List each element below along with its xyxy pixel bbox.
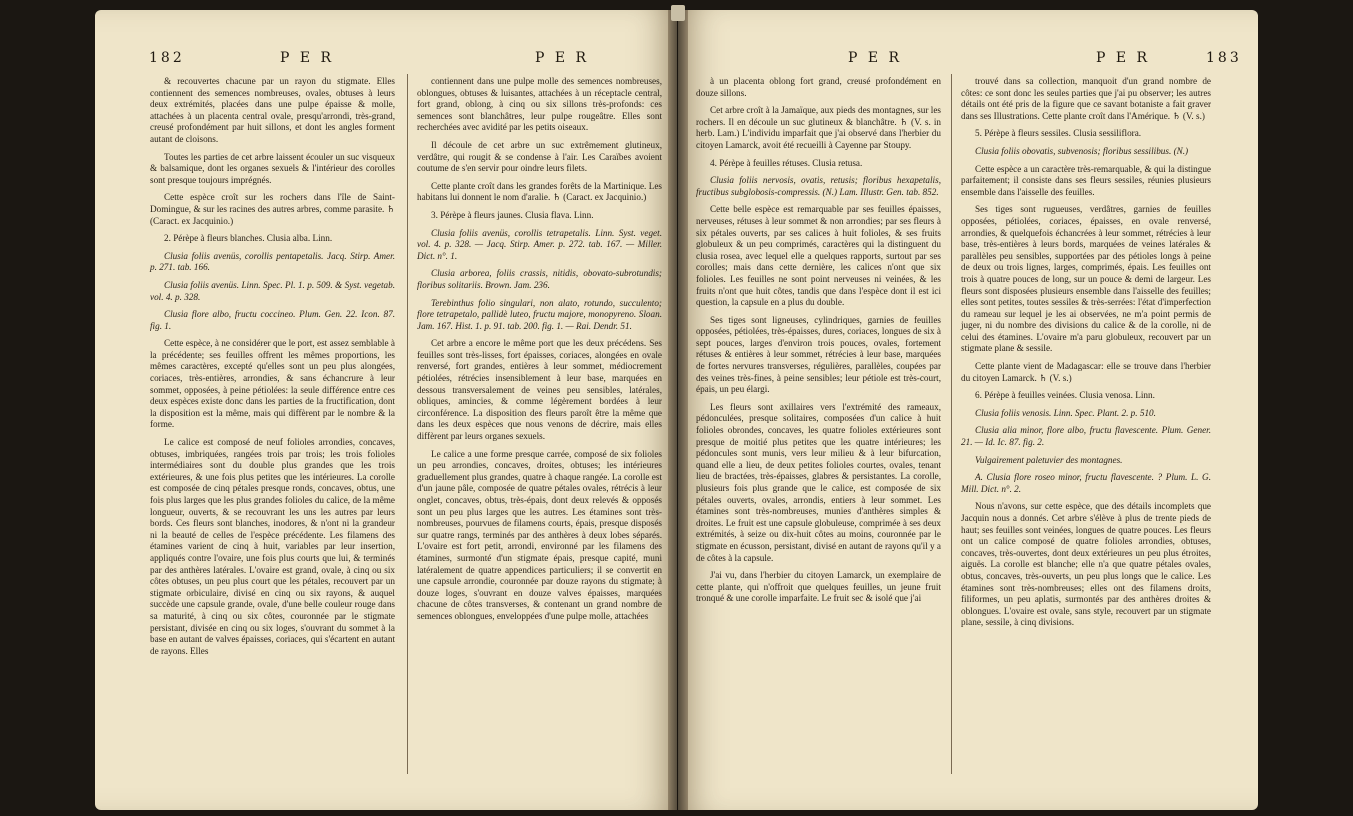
- left-page-header-left: P E R: [280, 50, 335, 66]
- paragraph: 4. Pérèpe à feuilles rétuses. Clusia retusa.: [710, 157, 863, 168]
- right-page-number: 183: [1206, 50, 1242, 66]
- paragraph: A. Clusia flore roseo minor, fructu flavescente. ? Plum. L. G. Mill. Dict. n°. 2.: [961, 472, 1211, 494]
- left-page-column-2: [417, 76, 662, 629]
- paragraph: Clusia foliis nervosis, ovatis, retusis; floribus hexapetalis, fructibus subglobosis-compressis. (N.) Lam. Illustr. Gen. tab. 852.: [696, 175, 941, 197]
- paragraph: Cette plante croît dans les grandes forêts de la Martinique. Les habitans lui donnent le nom d'aralie. ♄ (Caract. ex Jacquinio.): [417, 180, 662, 203]
- paragraph: Clusia alia minor, flore albo, fructu flavescente. Plum. Gener. 21. — Id. Ic. 87. fig. 2.: [961, 425, 1211, 448]
- paragraph: 2. Pérèpe à fleurs blanches. Clusia alba. Linn.: [164, 233, 333, 244]
- paragraph: Ses tiges sont ligneuses, cylindriques, garnies de feuilles opposées, pétiolées, très-épaisses, dures, coriaces, longues de six à sept pouces, larges d'environ trois pouces, ovales, fortement rétuses & entières à leur sommet, rétrécies à leur base, marquées de fortes nervures transverses, régulières, parallèles, coupées par des veines très-fines, à peine sensibles; leur pétiole est très-court, épais, un peu élargi.: [696, 314, 941, 395]
- right-page-column-rule: [951, 74, 952, 774]
- left-page-header-right: P E R: [535, 50, 590, 66]
- right-page-column-2: [961, 76, 1211, 635]
- paragraph: Il découle de cet arbre un suc extrêmement glutineux, verdâtre, qui rougit & se condense à l'air. Les Caraïbes avoient coutume de s'en servir pour oindre leurs filets.: [417, 139, 662, 174]
- paragraph: Toutes les parties de cet arbre laissent écouler un suc visqueux & balsamique, dont les organes sexuels & l'intérieur des corolles sont presque toujours imprégnés.: [150, 151, 395, 185]
- paragraph: trouvé dans sa collection, manquoit d'un grand nombre de côtes: ce sont donc les seules parties que j'ai pu observer; les autres détails ont été pris de la figure que ce savant botaniste a fait graver dans ses Illustrations. Cette plante croît dans l'Amérique. ♄ (V. s.): [961, 76, 1211, 121]
- paragraph: Clusia foliis avenüs, corollis pentapetalis. Jacq. Stirp. Amer. p. 271. tab. 166.: [150, 250, 395, 273]
- paragraph: Cet arbre croît à la Jamaïque, aux pieds des montagnes, sur les rochers. Il en découle un suc glutineux & blanchâtre. ♄ (V. s. in herb. Lam.) L'individu imparfait que j'ai observé dans l'herbier du citoyen Lamarck, avoit été recueilli à Cayenne par Stoupy.: [696, 105, 941, 150]
- paragraph: contiennent dans une pulpe molle des semences nombreuses, oblongues, obtuses & luisantes, attachées à un réceptacle central, fort grand, oblong, à cinq ou six sillons très-profonds: ces semences sont blanchâtres, leur pulpe rougeâtre. Elles sont recherchées avec avidité par les petits oiseaux.: [417, 76, 662, 133]
- paragraph: Le calice est composé de neuf folioles arrondies, concaves, obtuses, imbriquées, rangées trois par trois; les trois folioles intermédiaires sont du double plus grandes que les trois extérieures, & une fois plus petites que les intérieures. La corolle est composée de cinq pétales presque ronds, concaves, obtus, une fois plus larges que les plus grandes folioles du calice, de la même longueur, ouverts, & se recouvrant les uns les autres par leurs bords. Ces fleurs sont blanches, inodores, & n'ont ni la grandeur ni la beauté de celles de l'espèce précédente. Les filamens des étamines varient de cinq à huit, variables par leur insertion, appliqués contre l'ovaire, une fois plus courts que lui, & terminés par des anthères latérales. L'ovaire est grand, ovale, à cinq ou six côtes obtuses, un peu plus court que les pétales, recouvert par un stigmate orbiculaire, divisé en cinq ou six rayons, & auquel succède une capsule grande, ovale, d'une belle couleur rouge dans sa maturité, à cinq ou six côtes, couronnée par le stigmate persistant, divisée en cinq ou six loges, s'ouvrant du sommet à la base en autant de valves épaisses, coriaces, qui s'écartent en autant de rayons. Elles: [150, 437, 395, 656]
- left-page-column-rule: [407, 74, 408, 774]
- paragraph: Cette espèce a un caractère très-remarquable, & qui la distingue parfaitement; il consiste dans ses fleurs sessiles, réunies plusieurs ensemble dans l'aisselle des feuilles.: [961, 163, 1211, 197]
- paragraph: Vulgairement paletuvier des montagnes.: [975, 454, 1123, 465]
- paragraph: Clusia arborea, foliis crassis, nitidis, obovato-subrotundis; floribus solitariis. Brown. Jam. 236.: [417, 268, 662, 290]
- paragraph: Cette plante vient de Madagascar: elle se trouve dans l'herbier du citoyen Lamarck. ♄ (V. s.): [961, 361, 1211, 383]
- paragraph: Clusia flore albo, fructu coccineo. Plum. Gen. 22. Icon. 87. fig. 1.: [150, 309, 395, 331]
- paragraph: Cette espèce, à ne considérer que le port, est assez semblable à la précédente; ses feuilles offrent les mêmes proportions, les mêmes caractères, excepté qu'elles sont un peu plus alongées, coriaces, très-entières, arrondies, & sans échancrure à leur sommet, opposées, à peine pétiolées: la seule différence entre ces deux espèces existe donc dans les parties de la fructification, dont la disposition est la même, mais qui diffèrent par le nombre & la forme.: [150, 338, 395, 430]
- right-page: [678, 10, 1258, 810]
- paragraph: à un placenta oblong fort grand, creusé profondément en douze sillons.: [696, 76, 941, 98]
- left-page: [95, 10, 677, 810]
- left-page-number: 182: [149, 50, 185, 66]
- right-page-header-left: P E R: [848, 50, 903, 66]
- right-page-column-1: [696, 76, 941, 611]
- paragraph: 3. Pérèpe à fleurs jaunes. Clusia flava. Linn.: [431, 209, 594, 220]
- paragraph: Clusia foliis venosis. Linn. Spec. Plant. 2. p. 510.: [975, 407, 1156, 418]
- left-page-column-1: [150, 76, 395, 663]
- paragraph: Clusia foliis obovatis, subvenosis; floribus sessilibus. (N.): [975, 145, 1189, 156]
- paragraph: Clusia foliis avenüs, corollis tetrapetalis. Linn. Syst. veget. vol. 4. p. 328. — Jacq. Stirp. Amer. p. 272. tab. 167. — Miller. Dict. n°. 1.: [417, 227, 662, 261]
- book-clasp: [671, 5, 685, 21]
- paragraph: Ses tiges sont rugueuses, verdâtres, garnies de feuilles opposées, pétiolées, coriaces, épaisses, en ovale renversé, arrondies, & quelquefois échancrées à leur sommet, rétrécies à leur base, très-entières à leurs bords, marquées de veines latérales & parallèles peu sensibles, supportées par des pétioles longs à peine de deux ou trois lignes, larges, comprimés, épais. Les feuilles ont trois à quatre pouces de long, sur un pouce & demi de largeur. Les fleurs sont disposées plusieurs ensemble dans l'aisselle des feuilles; elles sont petites, toutes sessiles & très-serrées: l'état d'imperfection du rameau sur lequel je les ai observées, ne m'a point permis de juger, ni du nombre des divisions du calice & de la corolle, ni de celui des étamines. L'ovaire m'a paru globuleux, recouvert par un stigmate plane & sessile.: [961, 204, 1211, 354]
- paragraph: 5. Pérèpe à fleurs sessiles. Clusia sessiliflora.: [975, 128, 1142, 139]
- paragraph: Le calice a une forme presque carrée, composé de six folioles un peu arrondies, concaves, droites, obtuses; les intérieures graduellement plus grandes, quatre à chaque rangée. La corolle est d'un jaune pâle, composée de quatre pétales ovales, rétrécis à leur onglet, concaves, obtus, très-épais, dont deux relevés & opposés sont un peu plus larges que les autres. Les étamines sont très-nombreuses, pourvues de filamens courts, épais, presque disposés sur quatre rangs, terminés par des anthères à deux lobes séparés. L'ovaire est fort petit, arrondi, environné par les filamens des étamines, surmonté d'un stigmate épais, presque capité, muni latéralement de quatre appendices particuliers; il se convertit en une capsule arrondie, couronnée par douze rayons du stigmate; à douze loges, s'ouvrant en douze valves épaisses, marquées chacune de côtes transverses, & contenant un grand nombre de semences oblongues, enveloppées d'une pulpe molle, attachées: [417, 448, 662, 621]
- paragraph: J'ai vu, dans l'herbier du citoyen Lamarck, un exemplaire de cette plante, qui n'offroit que quelques feuilles, un jeune fruit tronqué & une corolle imparfaite. Le fruit sec & isolé que j'ai: [696, 570, 941, 604]
- book-gutter: [668, 10, 688, 810]
- paragraph: Terebinthus folio singulari, non alato, rotundo, succulento; flore tetrapetalo, pallidè luteo, fructu majore, monopyreno. Sloan. Jam. 167. Hist. 1. p. 91. tab. 200. fig. 1. — Rai. Dendr. 51.: [417, 297, 662, 331]
- paragraph: Clusia foliis avenüs. Linn. Spec. Pl. 1. p. 509. & Syst. vegetab. vol. 4. p. 328.: [150, 279, 395, 302]
- paragraph: & recouvertes chacune par un rayon du stigmate. Elles contiennent des semences nombreuses, ovales, obtuses à leurs deux extrémités, placées dans une pulpe épaisse & molle, attachées à un placenta central ovale, presqu'arrondi, très-grand, creusé profondément par huit sillons, et dont les angles forment autant de cloisons.: [150, 76, 395, 144]
- paragraph: Cet arbre a encore le même port que les deux précédens. Ses feuilles sont très-lisses, fort épaisses, coriaces, alongées en ovale renversé, fort grandes, entières à leur sommet, médiocrement pétiolées, rétrécies insensiblement à leur base, marquées en dessous transversalement de veines peu sensibles, latérales, obliques, amincies, & comme légèrement bordées à leur circonférence. La disposition des fleurs paroît être la même que dans les deux espèces que nous venons de décrire, mais elles diffèrent par leurs organes sexuels.: [417, 338, 662, 442]
- paragraph: Les fleurs sont axillaires vers l'extrémité des rameaux, pédonculées, presque solitaires, composées d'un calice à huit folioles obrondes, concaves, les quatre folioles extérieures sont presque de moitié plus petites que les quatre intérieures; les pédoncules sont munis, vers leur milieu & à leur bifurcation, quand elle a lieu, de deux petites folioles courtes, ovales, tenant lieu de bractées, très-épaisses, glabres & persistantes. La corolle, plusieurs fois plus grande que le calice, est composée de six pétales ouverts, ovales, arrondis, entiers à leur sommet. Les étamines sont très-nombreuses, munies d'anthères simples & droites. Le fruit est une capsule globuleuse, comprimée à ses deux extrémités, à seize ou dix-huit côtes au moins, couronnée par le stigmate en écusson, persistant, divisé en autant de rayons qu'il y a de côtes à la capsule.: [696, 401, 941, 563]
- paragraph: Cette espèce croît sur les rochers dans l'île de Saint-Domingue, & sur les racines des autres arbres, comme parasite. ♄ (Caract. ex Jacquinio.): [150, 192, 395, 226]
- paragraph: 6. Pérèpe à feuilles veinées. Clusia venosa. Linn.: [975, 390, 1155, 401]
- paragraph: Nous n'avons, sur cette espèce, que des détails incomplets que Jacquin nous a donnés. Cet arbre s'élève à plus de trente pieds de haut; ses feuilles sont veinées, longues de quatre pouces. Les fleurs ont un calice composé de quatre folioles arrondies, obtuses, concaves, très-ouvertes, dont deux extérieures un peu plus étroites, aiguës. La corolle est blanche; elle n'a que quatre pétales ovales, obtus, concaves, très-ouverts, un peu plus longs que le calice. Les étamines sont très-nombreuses; elles ont des filamens droits, filiformes, un peu aplatis, surmontés par des anthères droites & oblongues. L'ovaire est ovale, sans style, recouvert par un stigmate plane, sessile, à cinq divisions.: [961, 501, 1211, 628]
- paragraph: Cette belle espèce est remarquable par ses feuilles épaisses, nerveuses, rétuses à leur sommet & non arrondies; par ses fleurs à six pétales ouverts, par ses calices à huit folioles, & ses fruits globuleux & un peu comprimés, caractères qui la distinguent du clusia rosea, avec lequel elle a quelques rapports, surtout par ses corolles; mais dans cette dernière, les calices n'ont que six folioles. Les feuilles ne sont point nerveuses ni veinées, & les fruits n'ont que huit côtes, tandis que dans l'espèce dont il est ici question, la capsule en a plus du double.: [696, 204, 941, 308]
- right-page-header-right: P E R: [1096, 50, 1151, 66]
